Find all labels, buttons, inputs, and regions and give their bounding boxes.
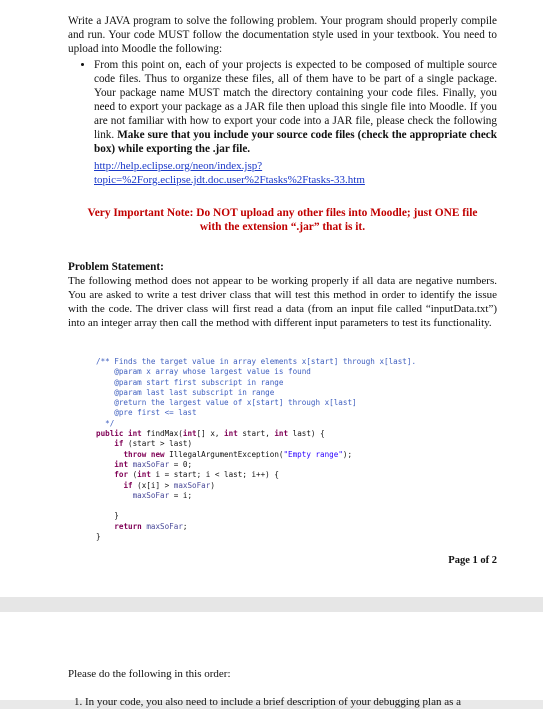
code-text: (x[i] >	[132, 480, 174, 490]
keyword: public	[96, 429, 124, 439]
string-literal: "Empty range"	[283, 449, 343, 459]
bullet-text: From this point on, each of your projects is expected to be composed of multiple source code files. Thus to organize these files, all of them have to be part of a single package. Your package name MUST match the directory containing your code files. Finally, you need to export your package as a JAR file then upload this single file into Moodle. If you are not familiar with how to export your code into a JAR file, please check the following link.	[94, 59, 497, 141]
keyword: new	[150, 449, 165, 459]
code-text: IllegalArgumentException(	[164, 449, 284, 459]
page-gap	[0, 597, 543, 612]
code-text: }	[114, 511, 119, 521]
keyword: int	[114, 459, 129, 469]
keyword: return	[114, 521, 142, 531]
list-item	[94, 58, 497, 187]
keyword: if	[114, 439, 124, 449]
variable: maxSoFar	[146, 521, 183, 531]
code-text: = 0;	[169, 459, 193, 469]
code-text: ;	[182, 521, 188, 531]
code-text: start,	[237, 429, 275, 439]
code-text: findMax(	[141, 429, 183, 439]
instruction-item: 1. In your code, you also need to include a brief description of your debugging plan as a	[74, 696, 462, 708]
keyword: int	[274, 429, 289, 439]
doc-comment-line: @param x array whose largest value is found	[96, 367, 311, 377]
code-text: [] x,	[196, 429, 225, 439]
doc-comment-line: @pre first <= last	[96, 408, 197, 418]
keyword: int	[182, 429, 197, 439]
keyword: int	[137, 470, 151, 480]
doc-comment-line: @param last last subscript in range	[96, 387, 275, 397]
document-page-2	[0, 612, 543, 708]
code-text: last) {	[288, 429, 325, 439]
code-text: (start > last)	[123, 439, 193, 449]
instructions-intro: Please do the following in this order:	[68, 668, 231, 680]
code-text: }	[96, 532, 101, 542]
code-text: (	[128, 470, 138, 480]
variable: maxSoFar	[173, 480, 211, 490]
keyword: throw	[123, 449, 147, 459]
keyword: for	[114, 470, 129, 480]
doc-comment-line: @return the largest value of x[start] through x[last]	[96, 398, 357, 408]
doc-comment-line: /** Finds the target value in array elements x[start] through x[last].	[96, 357, 417, 366]
variable: maxSoFar	[132, 459, 170, 469]
bullet-bold-text: Make sure that you include your source code files (check the appropriate check box) while exporting the .jar file.	[94, 129, 497, 155]
keyword: int	[128, 429, 142, 439]
code-text: );	[342, 449, 353, 459]
requirements-list	[68, 58, 497, 187]
code-block	[96, 357, 497, 542]
page-number: Page 1 of 2	[448, 555, 497, 566]
doc-comment-line: */	[96, 418, 115, 428]
problem-statement-text: The following method does not appear to be working properly if all data are negative numbers. You are asked to write a test driver class that will test this method in order to identify the issue with the code. The driver class will first read a data (from an input file called “inputData.txt”) into an integer array then call the method with different input parameters to test its functionality.	[68, 275, 497, 329]
note-line-2: with the extension “.jar” that is it.	[199, 221, 366, 233]
intro-paragraph: Write a JAVA program to solve the following problem. Your program should properly compile and run. Your code MUST follow the documentation style used in your textbook. You need to upload into Moodle the following:	[68, 15, 497, 55]
note-line-1: Very Important Note: Do NOT upload any other files into Moodle; just ONE file	[87, 207, 478, 219]
problem-statement-heading: Problem Statement:	[68, 261, 164, 273]
variable: maxSoFar	[132, 490, 170, 500]
code-text: )	[210, 480, 215, 490]
important-note	[68, 206, 497, 234]
code-text: = i;	[169, 490, 193, 500]
keyword: if	[123, 480, 133, 490]
eclipse-help-link[interactable]: http://help.eclipse.org/neon/index.jsp?topic=%2Forg.eclipse.jdt.doc.user%2Ftasks%2Ftasks-33.htm	[94, 160, 365, 186]
code-text: i = start; i < last; i++) {	[150, 470, 279, 480]
doc-comment-line: @param start first subscript in range	[96, 377, 284, 387]
keyword: int	[224, 429, 238, 439]
